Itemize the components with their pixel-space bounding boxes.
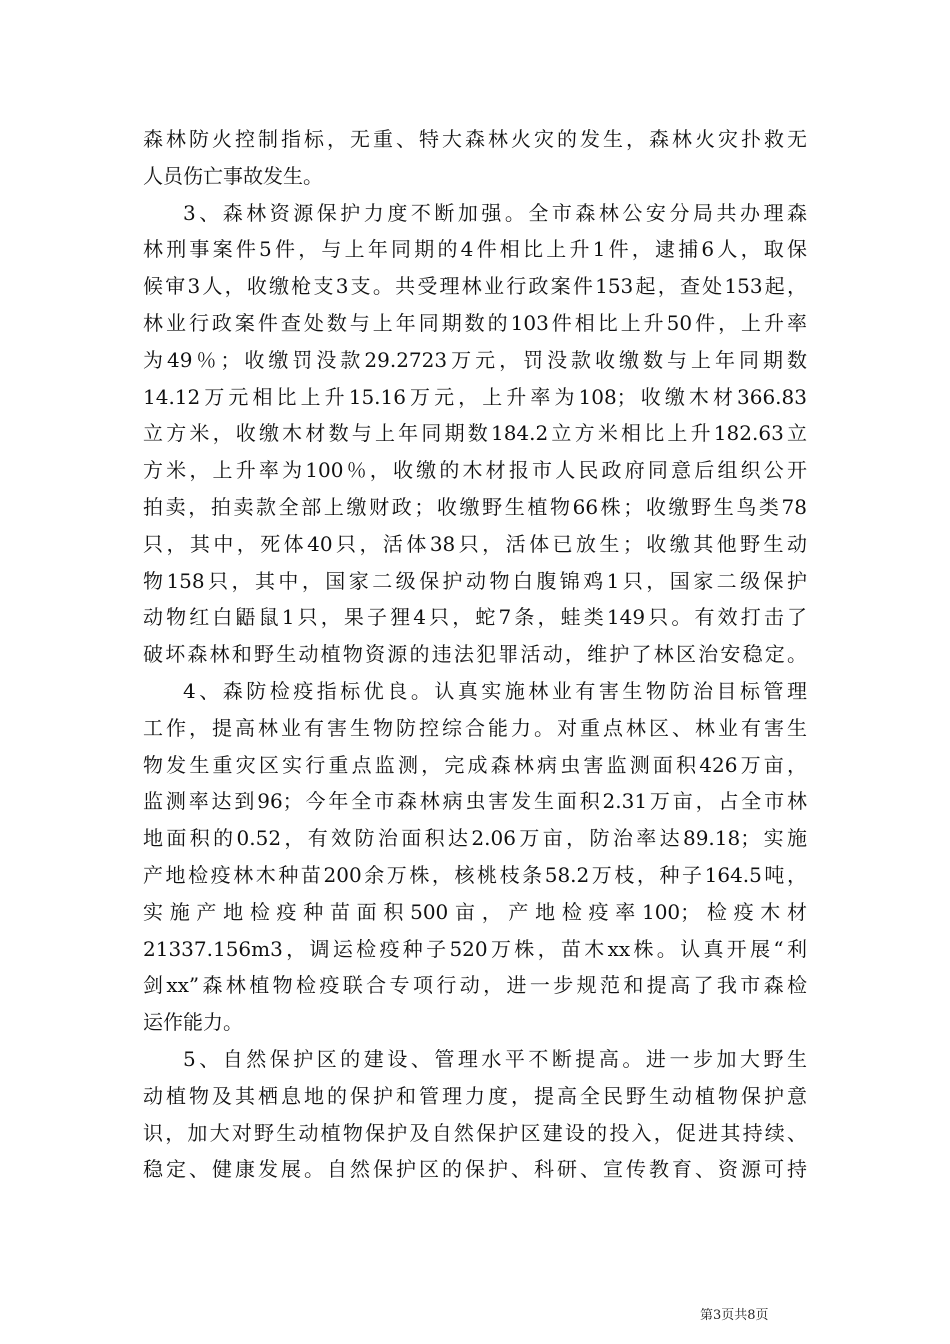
text-line: 只，其中，死体40只，活体38只，活体已放生；收缴其他野生动	[143, 531, 807, 556]
text-line: 动植物及其栖息地的保护和管理力度，提高全民野生动植物保护意	[143, 1083, 807, 1108]
page-number: 第3页共8页	[700, 1308, 769, 1323]
body-text	[143, 121, 807, 1188]
text-line: 人员伤亡事故发生。	[143, 163, 323, 188]
text-line: 方米，上升率为100％，收缴的木材报市人民政府同意后组织公开	[143, 458, 807, 483]
text-line: 动物红白鼯鼠1只，果子狸4只，蛇7条，蛙类149只。有效打击了	[143, 605, 807, 630]
text-line: 14.12万元相比上升15.16万元，上升率为108；收缴木材366.83	[143, 384, 807, 409]
text-line: 实施产地检疫种苗面积500亩，产地检疫率100；检疫木材	[143, 899, 807, 924]
text-line: 破坏森林和野生动植物资源的违法犯罪活动，维护了林区治安稳定。	[143, 642, 807, 667]
text-line: 拍卖，拍卖款全部上缴财政；收缴野生植物66株；收缴野生鸟类78	[143, 494, 807, 519]
text-line: 森林防火控制指标，无重、特大森林火灾的发生，森林火灾扑救无	[143, 127, 807, 151]
text-line: 识，加大对野生动植物保护及自然保护区建设的投入，促进其持续、	[143, 1120, 807, 1145]
paragraph-heading-line: 5、自然保护区的建设、管理水平不断提高。进一步加大野生	[183, 1046, 807, 1071]
paragraph-heading-line: 4、森防检疫指标优良。认真实施林业有害生物防治目标管理	[183, 678, 807, 703]
text-line: 立方米，收缴木材数与上年同期数184.2立方米相比上升182.63立	[143, 421, 807, 446]
text-line: 工作，提高林业有害生物防控综合能力。对重点林区、林业有害生	[143, 715, 807, 740]
text-line: 稳定、健康发展。自然保护区的保护、科研、宣传教育、资源可持	[143, 1157, 807, 1182]
text-line: 林业行政案件查处数与上年同期数的103件相比上升50件，上升率	[143, 310, 807, 335]
text-line: 物发生重灾区实行重点监测，完成森林病虫害监测面积426万亩，	[143, 752, 807, 777]
text-line: 物158只，其中，国家二级保护动物白腹锦鸡1只，国家二级保护	[143, 568, 807, 593]
text-line: 为49％；收缴罚没款29.2723万元，罚没款收缴数与上年同期数	[143, 347, 807, 372]
text-line: 运作能力。	[143, 1010, 243, 1035]
paragraph-heading-line: 3、森林资源保护力度不断加强。全市森林公安分局共办理森	[183, 200, 807, 225]
text-line: 产地检疫林木种苗200余万株，核桃枝条58.2万枝，种子164.5吨，	[143, 862, 807, 887]
text-line: 剑xx”森林植物检疫联合专项行动，进一步规范和提高了我市森检	[143, 973, 807, 998]
text-line: 候审3人，收缴枪支3支。共受理林业行政案件153起，查处153起，	[143, 274, 807, 299]
text-line: 林刑事案件5件，与上年同期的4件相比上升1件，逮捕6人，取保	[143, 237, 807, 262]
text-line: 21337.156m3，调运检疫种子520万株，苗木xx株。认真开展“利	[143, 936, 807, 961]
text-line: 监测率达到96；今年全市森林病虫害发生面积2.31万亩，占全市林	[143, 789, 807, 814]
text-line: 地面积的0.52，有效防治面积达2.06万亩，防治率达89.18；实施	[143, 826, 807, 851]
